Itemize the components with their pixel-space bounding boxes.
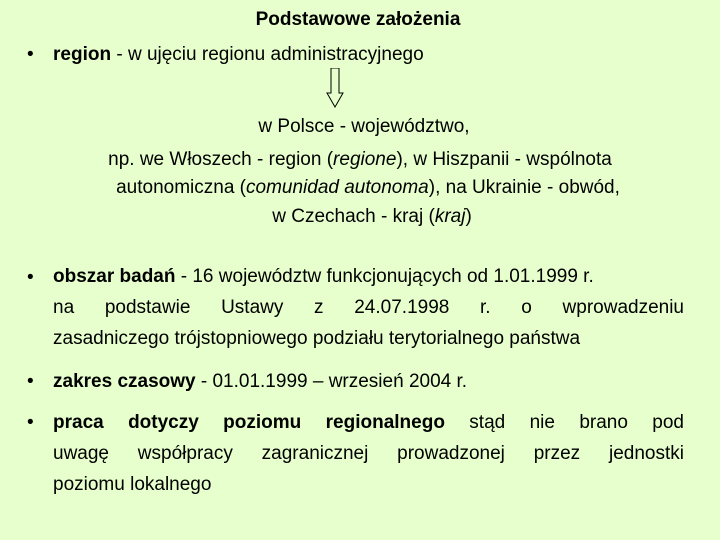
bullet-line: zasadniczego trójstopniowego podziału terytorialnego państwa [53,328,581,349]
bullet-dot: • [27,44,34,65]
bullet-text [53,261,684,354]
examples-italic: kraj [434,206,466,227]
bullet-rest: - 16 województw funkcjonujących od 1.01.1999 r. [175,266,594,287]
examples-italic: comunidad autonoma [246,177,429,198]
bullet-text [53,407,684,500]
bullet-rest: - 01.01.1999 – wrzesień 2004 r. [195,371,468,392]
bullet-line: uwagę współpracy zagranicznej prowadzonej przez jednostki [53,443,684,464]
bullet-text [53,371,684,393]
poland-line: w Polsce - województwo, [258,116,470,137]
examples-italic: regione [333,149,397,170]
bullet-dot: • [27,267,34,288]
bullet-line: na podstawie Ustawy z 24.07.1998 r. o wprowadzeniu [53,297,684,318]
examples-text: ), w Hiszpanii - wspólnota [396,149,612,170]
bullet-line [53,261,684,292]
bullet-line [53,407,684,438]
bullet-rest: - w ujęciu regionu administracyjnego [111,44,424,65]
examples-text: ), na Ukrainie - obwód, [428,177,620,198]
bullet-rest: stąd nie brano pod [444,412,684,433]
examples-line-1 [0,149,720,171]
down-arrow-icon [326,68,344,108]
slide-title: Podstawowe założenia [255,9,461,30]
examples-line-3 [12,206,720,228]
bullet-line: poziomu lokalnego [53,474,212,495]
bullet-bold: region [53,44,112,65]
examples-line-2 [8,177,720,199]
bullet-bold: praca dotyczy poziomu regionalnego [53,412,445,433]
examples-text: autonomiczna ( [116,177,246,198]
bullet-bold: zakres czasowy [53,371,196,392]
examples-text: ) [465,206,472,227]
bullet-dot: • [27,412,34,433]
bullet-text [53,44,684,66]
examples-text: w Czechach - kraj ( [272,206,435,227]
bullet-bold: obszar badań [53,266,176,287]
examples-text: np. we Włoszech - region ( [108,149,334,170]
bullet-dot: • [27,371,34,392]
